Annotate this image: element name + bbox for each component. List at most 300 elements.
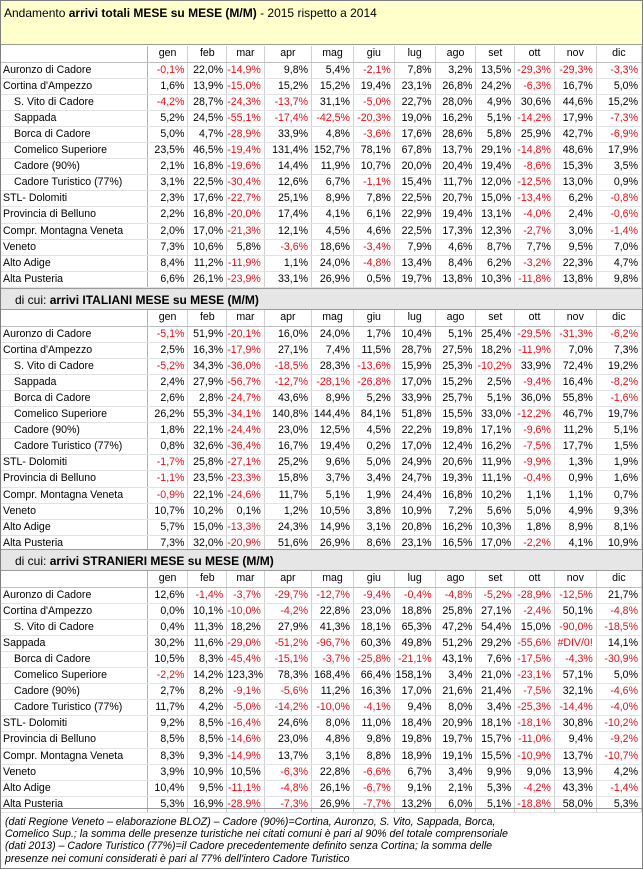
value-cell: 26,2% bbox=[147, 407, 188, 423]
month-header: apr bbox=[264, 571, 311, 587]
table-row bbox=[1, 587, 642, 603]
value-cell: -6,2% bbox=[596, 326, 641, 342]
value-cell: -4,2% bbox=[264, 603, 311, 619]
table-row bbox=[1, 635, 642, 651]
value-cell: 50,1% bbox=[554, 603, 596, 619]
value-cell: -4,8% bbox=[264, 780, 311, 796]
row-label: Provincia di Belluno bbox=[1, 471, 147, 487]
value-cell: 28,7% bbox=[394, 342, 435, 358]
value-cell: -1,6% bbox=[596, 390, 641, 406]
value-cell: 66,4% bbox=[353, 668, 394, 684]
value-cell: -11,0% bbox=[515, 732, 555, 748]
value-cell: 15,0% bbox=[476, 191, 515, 207]
value-cell: 8,1% bbox=[596, 519, 641, 535]
value-cell: -18,1% bbox=[515, 716, 555, 732]
value-cell: 13,8% bbox=[554, 271, 596, 287]
value-cell: -15,0% bbox=[227, 78, 265, 94]
value-cell: 152,7% bbox=[312, 143, 354, 159]
value-cell: 30,2% bbox=[147, 635, 188, 651]
value-cell: 47,2% bbox=[435, 619, 476, 635]
value-cell: -28,9% bbox=[227, 796, 265, 812]
value-cell: 10,7% bbox=[353, 159, 394, 175]
value-cell: -23,9% bbox=[227, 271, 265, 287]
header-blank-cell bbox=[1, 571, 147, 587]
value-cell: -20,3% bbox=[353, 110, 394, 126]
value-cell: -29,3% bbox=[554, 62, 596, 78]
value-cell: -10,0% bbox=[227, 603, 265, 619]
value-cell: 5,2% bbox=[147, 110, 188, 126]
value-cell: 7,7% bbox=[515, 239, 555, 255]
value-cell: -31,3% bbox=[554, 326, 596, 342]
value-cell: -13,3% bbox=[227, 519, 265, 535]
value-cell: 2,1% bbox=[435, 780, 476, 796]
value-cell: 2,3% bbox=[147, 191, 188, 207]
value-cell: -10,0% bbox=[312, 700, 354, 716]
value-cell: -25,8% bbox=[353, 651, 394, 667]
value-cell: 12,1% bbox=[264, 223, 311, 239]
row-label: S. Vito di Cadore bbox=[1, 94, 147, 110]
value-cell: 12,3% bbox=[476, 223, 515, 239]
value-cell: 49,8% bbox=[394, 635, 435, 651]
value-cell: -3,6% bbox=[353, 126, 394, 142]
value-cell: 0,2% bbox=[353, 439, 394, 455]
value-cell: 8,8% bbox=[353, 748, 394, 764]
value-cell: 2,4% bbox=[147, 374, 188, 390]
value-cell: 0,1% bbox=[227, 503, 265, 519]
value-cell: -27,1% bbox=[227, 455, 265, 471]
footnote bbox=[1, 808, 642, 868]
value-cell: -0,4% bbox=[394, 587, 435, 603]
value-cell: 9,1% bbox=[394, 780, 435, 796]
value-cell: -24,7% bbox=[227, 390, 265, 406]
value-cell: 78,1% bbox=[353, 143, 394, 159]
value-cell: 2,1% bbox=[147, 159, 188, 175]
table-row bbox=[1, 390, 642, 406]
value-cell: 8,6% bbox=[353, 535, 394, 551]
value-cell: 16,7% bbox=[264, 439, 311, 455]
value-cell: 7,4% bbox=[312, 342, 354, 358]
table-row bbox=[1, 651, 642, 667]
value-cell: 22,9% bbox=[394, 207, 435, 223]
value-cell: -56,7% bbox=[227, 374, 265, 390]
row-label: S. Vito di Cadore bbox=[1, 358, 147, 374]
header-blank-cell bbox=[1, 310, 147, 326]
value-cell: 1,1% bbox=[515, 487, 555, 503]
table-row bbox=[1, 191, 642, 207]
value-cell: -24,3% bbox=[227, 94, 265, 110]
table-row bbox=[1, 342, 642, 358]
value-cell: 5,1% bbox=[312, 487, 354, 503]
value-cell: 2,4% bbox=[554, 207, 596, 223]
value-cell: 21,7% bbox=[596, 587, 641, 603]
value-cell: 51,8% bbox=[394, 407, 435, 423]
value-cell: -4,2% bbox=[147, 94, 188, 110]
value-cell: -17,4% bbox=[264, 110, 311, 126]
value-cell: -30,9% bbox=[596, 651, 641, 667]
value-cell: -7,5% bbox=[515, 684, 555, 700]
value-cell: 25,8% bbox=[435, 603, 476, 619]
month-header: apr bbox=[264, 46, 311, 62]
value-cell: 4,9% bbox=[476, 94, 515, 110]
value-cell: -9,1% bbox=[227, 684, 265, 700]
value-cell: 19,2% bbox=[596, 358, 641, 374]
value-cell: 30,8% bbox=[554, 716, 596, 732]
value-cell: 7,3% bbox=[596, 342, 641, 358]
value-cell: 4,6% bbox=[353, 223, 394, 239]
month-header: mar bbox=[227, 310, 265, 326]
value-cell: 13,8% bbox=[435, 271, 476, 287]
value-cell: -1,1% bbox=[353, 175, 394, 191]
value-cell: -34,1% bbox=[227, 407, 265, 423]
value-cell: 28,7% bbox=[188, 94, 227, 110]
value-cell: -9,6% bbox=[515, 423, 555, 439]
value-cell: 13,9% bbox=[554, 764, 596, 780]
value-cell: 9,8% bbox=[264, 62, 311, 78]
value-cell: -10,7% bbox=[596, 748, 641, 764]
value-cell: -21,1% bbox=[394, 651, 435, 667]
value-cell: 6,7% bbox=[394, 764, 435, 780]
value-cell: 22,3% bbox=[554, 255, 596, 271]
value-cell: -13,6% bbox=[353, 358, 394, 374]
value-cell: 54,4% bbox=[476, 619, 515, 635]
value-cell: 1,7% bbox=[353, 326, 394, 342]
value-cell: 12,6% bbox=[147, 587, 188, 603]
table-arrivi-stranieri bbox=[1, 571, 642, 813]
value-cell: 17,1% bbox=[476, 423, 515, 439]
value-cell: 0,8% bbox=[147, 439, 188, 455]
value-cell: -9,4% bbox=[353, 587, 394, 603]
row-label: Cortina d'Ampezzo bbox=[1, 342, 147, 358]
value-cell: 4,1% bbox=[312, 207, 354, 223]
value-cell: 27,5% bbox=[435, 342, 476, 358]
month-header: nov bbox=[554, 46, 596, 62]
section-title-italiani bbox=[1, 288, 642, 310]
month-header: mar bbox=[227, 571, 265, 587]
month-header: set bbox=[476, 310, 515, 326]
value-cell: 2,6% bbox=[147, 390, 188, 406]
table-row bbox=[1, 239, 642, 255]
row-label: Alto Adige bbox=[1, 780, 147, 796]
value-cell: -12,7% bbox=[264, 374, 311, 390]
value-cell: 15,3% bbox=[554, 159, 596, 175]
value-cell: 8,5% bbox=[188, 716, 227, 732]
value-cell: 5,3% bbox=[147, 796, 188, 812]
value-cell: 33,1% bbox=[264, 271, 311, 287]
value-cell: 6,0% bbox=[435, 796, 476, 812]
value-cell: 24,2% bbox=[476, 78, 515, 94]
value-cell: 10,1% bbox=[188, 603, 227, 619]
value-cell: 17,0% bbox=[394, 374, 435, 390]
table-row bbox=[1, 471, 642, 487]
row-label: Cadore (90%) bbox=[1, 684, 147, 700]
value-cell: 1,9% bbox=[596, 455, 641, 471]
footnote-line: (dati 2013) – Cadore Turistico (77%)=il Cadore precedentemente definito senza Cortina; la somma delle bbox=[5, 840, 493, 853]
value-cell: -4,0% bbox=[515, 207, 555, 223]
title-suffix: - 2015 rispetto a 2014 bbox=[256, 6, 377, 20]
month-header: ago bbox=[435, 46, 476, 62]
value-cell: 8,0% bbox=[312, 716, 354, 732]
value-cell: 9,2% bbox=[147, 716, 188, 732]
value-cell: -22,7% bbox=[227, 191, 265, 207]
value-cell: 168,4% bbox=[312, 668, 354, 684]
value-cell: 4,1% bbox=[554, 535, 596, 551]
value-cell: 3,2% bbox=[435, 62, 476, 78]
value-cell: 18,9% bbox=[394, 748, 435, 764]
month-header: mag bbox=[312, 571, 354, 587]
value-cell: 17,0% bbox=[188, 223, 227, 239]
table-row bbox=[1, 487, 642, 503]
value-cell: -14,9% bbox=[227, 748, 265, 764]
row-label: Sappada bbox=[1, 635, 147, 651]
value-cell: 19,4% bbox=[353, 78, 394, 94]
month-header: feb bbox=[188, 310, 227, 326]
value-cell: 3,5% bbox=[596, 159, 641, 175]
value-cell: 22,5% bbox=[394, 223, 435, 239]
value-cell: 6,7% bbox=[312, 175, 354, 191]
month-header: ott bbox=[515, 310, 555, 326]
value-cell: -8,6% bbox=[515, 159, 555, 175]
month-header: giu bbox=[353, 46, 394, 62]
value-cell: 5,8% bbox=[476, 126, 515, 142]
table-row bbox=[1, 326, 642, 342]
row-label: Alta Pusteria bbox=[1, 796, 147, 812]
title-bold: arrivi totali MESE su MESE (M/M) bbox=[68, 6, 257, 20]
value-cell: 1,2% bbox=[264, 503, 311, 519]
value-cell: 32,6% bbox=[188, 439, 227, 455]
table-row bbox=[1, 455, 642, 471]
value-cell: 11,7% bbox=[147, 700, 188, 716]
value-cell: 11,7% bbox=[264, 487, 311, 503]
value-cell: 22,2% bbox=[394, 423, 435, 439]
value-cell: 29,2% bbox=[476, 635, 515, 651]
value-cell: 67,8% bbox=[394, 143, 435, 159]
value-cell: 24,6% bbox=[264, 716, 311, 732]
month-header: lug bbox=[394, 571, 435, 587]
header-row bbox=[1, 46, 642, 62]
value-cell: -11,9% bbox=[227, 255, 265, 271]
value-cell: -55,6% bbox=[515, 635, 555, 651]
value-cell: -23,3% bbox=[227, 471, 265, 487]
value-cell: -18,8% bbox=[515, 796, 555, 812]
value-cell: 5,2% bbox=[353, 390, 394, 406]
month-header: dic bbox=[596, 571, 641, 587]
value-cell: -4,6% bbox=[596, 684, 641, 700]
value-cell: 4,2% bbox=[596, 764, 641, 780]
value-cell: 18,8% bbox=[394, 603, 435, 619]
table-row bbox=[1, 110, 642, 126]
value-cell: -0,9% bbox=[147, 487, 188, 503]
value-cell: 22,5% bbox=[394, 191, 435, 207]
value-cell: 26,9% bbox=[312, 535, 354, 551]
value-cell: 16,4% bbox=[554, 374, 596, 390]
value-cell: 33,0% bbox=[476, 407, 515, 423]
value-cell: 5,7% bbox=[147, 519, 188, 535]
value-cell: 8,9% bbox=[312, 390, 354, 406]
month-header: gen bbox=[147, 310, 188, 326]
value-cell: 1,1% bbox=[264, 255, 311, 271]
value-cell: 0,7% bbox=[596, 487, 641, 503]
row-label: Auronzo di Cadore bbox=[1, 587, 147, 603]
value-cell: 7,0% bbox=[554, 342, 596, 358]
value-cell: 4,7% bbox=[188, 126, 227, 142]
value-cell: -28,9% bbox=[227, 126, 265, 142]
value-cell: 140,8% bbox=[264, 407, 311, 423]
value-cell: 14,1% bbox=[596, 635, 641, 651]
table-row bbox=[1, 143, 642, 159]
month-header: giu bbox=[353, 571, 394, 587]
value-cell: 16,8% bbox=[188, 159, 227, 175]
value-cell: 19,1% bbox=[435, 748, 476, 764]
table-row bbox=[1, 78, 642, 94]
value-cell: -5,6% bbox=[264, 684, 311, 700]
value-cell: 4,9% bbox=[554, 503, 596, 519]
value-cell: 5,3% bbox=[476, 780, 515, 796]
value-cell: 11,9% bbox=[476, 455, 515, 471]
value-cell: -17,5% bbox=[515, 651, 555, 667]
value-cell: 2,0% bbox=[147, 223, 188, 239]
value-cell: 43,6% bbox=[264, 390, 311, 406]
value-cell: 1,8% bbox=[147, 423, 188, 439]
value-cell: 10,5% bbox=[312, 503, 354, 519]
value-cell: #DIV/0! bbox=[554, 635, 596, 651]
value-cell: 7,8% bbox=[394, 62, 435, 78]
value-cell: -3,6% bbox=[264, 239, 311, 255]
value-cell: -9,9% bbox=[515, 455, 555, 471]
value-cell: 8,3% bbox=[188, 651, 227, 667]
value-cell: 24,9% bbox=[394, 455, 435, 471]
value-cell: -51,2% bbox=[264, 635, 311, 651]
value-cell: 15,2% bbox=[435, 374, 476, 390]
value-cell: 22,8% bbox=[312, 764, 354, 780]
value-cell: 19,4% bbox=[476, 159, 515, 175]
row-label: Veneto bbox=[1, 239, 147, 255]
table-row bbox=[1, 748, 642, 764]
value-cell: 0,9% bbox=[554, 471, 596, 487]
value-cell: 22,5% bbox=[188, 175, 227, 191]
row-label: Cadore Turistico (77%) bbox=[1, 700, 147, 716]
value-cell: 19,4% bbox=[435, 207, 476, 223]
value-cell: 18,1% bbox=[476, 716, 515, 732]
value-cell: 10,3% bbox=[476, 519, 515, 535]
value-cell: 10,2% bbox=[476, 487, 515, 503]
value-cell: 3,4% bbox=[435, 668, 476, 684]
value-cell: 15,8% bbox=[264, 471, 311, 487]
value-cell: 57,1% bbox=[554, 668, 596, 684]
value-cell: 13,2% bbox=[394, 796, 435, 812]
value-cell: -1,1% bbox=[147, 471, 188, 487]
value-cell: 22,1% bbox=[188, 423, 227, 439]
value-cell: -2,4% bbox=[515, 603, 555, 619]
value-cell: -7,7% bbox=[353, 796, 394, 812]
row-label: Veneto bbox=[1, 764, 147, 780]
value-cell: -20,0% bbox=[227, 207, 265, 223]
row-label: STL- Dolomiti bbox=[1, 716, 147, 732]
value-cell: 11,2% bbox=[554, 423, 596, 439]
value-cell: 23,0% bbox=[353, 603, 394, 619]
value-cell: 11,2% bbox=[312, 684, 354, 700]
month-header: lug bbox=[394, 46, 435, 62]
value-cell: 8,4% bbox=[435, 255, 476, 271]
table-row bbox=[1, 255, 642, 271]
value-cell: -14,2% bbox=[515, 110, 555, 126]
value-cell: 22,1% bbox=[188, 487, 227, 503]
value-cell: 5,1% bbox=[596, 423, 641, 439]
section-heading: arrivi ITALIANI MESE su MESE (M/M) bbox=[49, 293, 259, 307]
value-cell: 32,1% bbox=[554, 684, 596, 700]
table-row bbox=[1, 603, 642, 619]
value-cell: 25,4% bbox=[476, 326, 515, 342]
value-cell: 22,7% bbox=[394, 94, 435, 110]
value-cell: 4,8% bbox=[312, 126, 354, 142]
value-cell: 1,3% bbox=[554, 455, 596, 471]
table-row bbox=[1, 423, 642, 439]
value-cell: 5,1% bbox=[476, 390, 515, 406]
table-row bbox=[1, 94, 642, 110]
value-cell: 10,5% bbox=[147, 651, 188, 667]
value-cell: 15,5% bbox=[476, 748, 515, 764]
value-cell: 17,6% bbox=[188, 191, 227, 207]
value-cell: 16,3% bbox=[353, 684, 394, 700]
value-cell: 19,4% bbox=[312, 439, 354, 455]
value-cell: 8,5% bbox=[147, 732, 188, 748]
value-cell: 11,9% bbox=[312, 159, 354, 175]
row-label: Auronzo di Cadore bbox=[1, 326, 147, 342]
value-cell: -25,3% bbox=[515, 700, 555, 716]
value-cell: -6,6% bbox=[353, 764, 394, 780]
value-cell: 8,9% bbox=[554, 519, 596, 535]
value-cell: 27,1% bbox=[476, 603, 515, 619]
table-row bbox=[1, 358, 642, 374]
table-row bbox=[1, 684, 642, 700]
value-cell: 3,1% bbox=[353, 519, 394, 535]
value-cell: 5,0% bbox=[596, 668, 641, 684]
value-cell: -1,4% bbox=[188, 587, 227, 603]
value-cell: 3,7% bbox=[312, 471, 354, 487]
row-label: Provincia di Belluno bbox=[1, 207, 147, 223]
value-cell: -29,0% bbox=[227, 635, 265, 651]
value-cell: 2,8% bbox=[188, 390, 227, 406]
value-cell: 24,0% bbox=[312, 326, 354, 342]
value-cell: 18,1% bbox=[353, 619, 394, 635]
value-cell: -1,4% bbox=[596, 780, 641, 796]
month-header: nov bbox=[554, 310, 596, 326]
value-cell: 15,2% bbox=[264, 78, 311, 94]
value-cell: 5,1% bbox=[476, 110, 515, 126]
value-cell: 31,1% bbox=[312, 94, 354, 110]
value-cell: -18,5% bbox=[596, 619, 641, 635]
value-cell: 12,4% bbox=[435, 439, 476, 455]
value-cell: 2,5% bbox=[147, 342, 188, 358]
value-cell: 3,4% bbox=[353, 471, 394, 487]
value-cell: 5,1% bbox=[476, 796, 515, 812]
row-label: Comelico Superiore bbox=[1, 143, 147, 159]
row-label: Alto Adige bbox=[1, 255, 147, 271]
value-cell: 43,1% bbox=[435, 651, 476, 667]
table-row bbox=[1, 780, 642, 796]
value-cell: 19,8% bbox=[435, 423, 476, 439]
row-label: STL- Dolomiti bbox=[1, 455, 147, 471]
value-cell: 1,6% bbox=[147, 78, 188, 94]
value-cell: 24,7% bbox=[394, 471, 435, 487]
value-cell: 41,3% bbox=[312, 619, 354, 635]
value-cell: 0,0% bbox=[147, 603, 188, 619]
value-cell: 15,4% bbox=[394, 175, 435, 191]
value-cell: 4,6% bbox=[435, 239, 476, 255]
value-cell: -3,7% bbox=[312, 651, 354, 667]
table-row bbox=[1, 519, 642, 535]
table-row bbox=[1, 700, 642, 716]
table-arrivi-italiani bbox=[1, 310, 642, 552]
